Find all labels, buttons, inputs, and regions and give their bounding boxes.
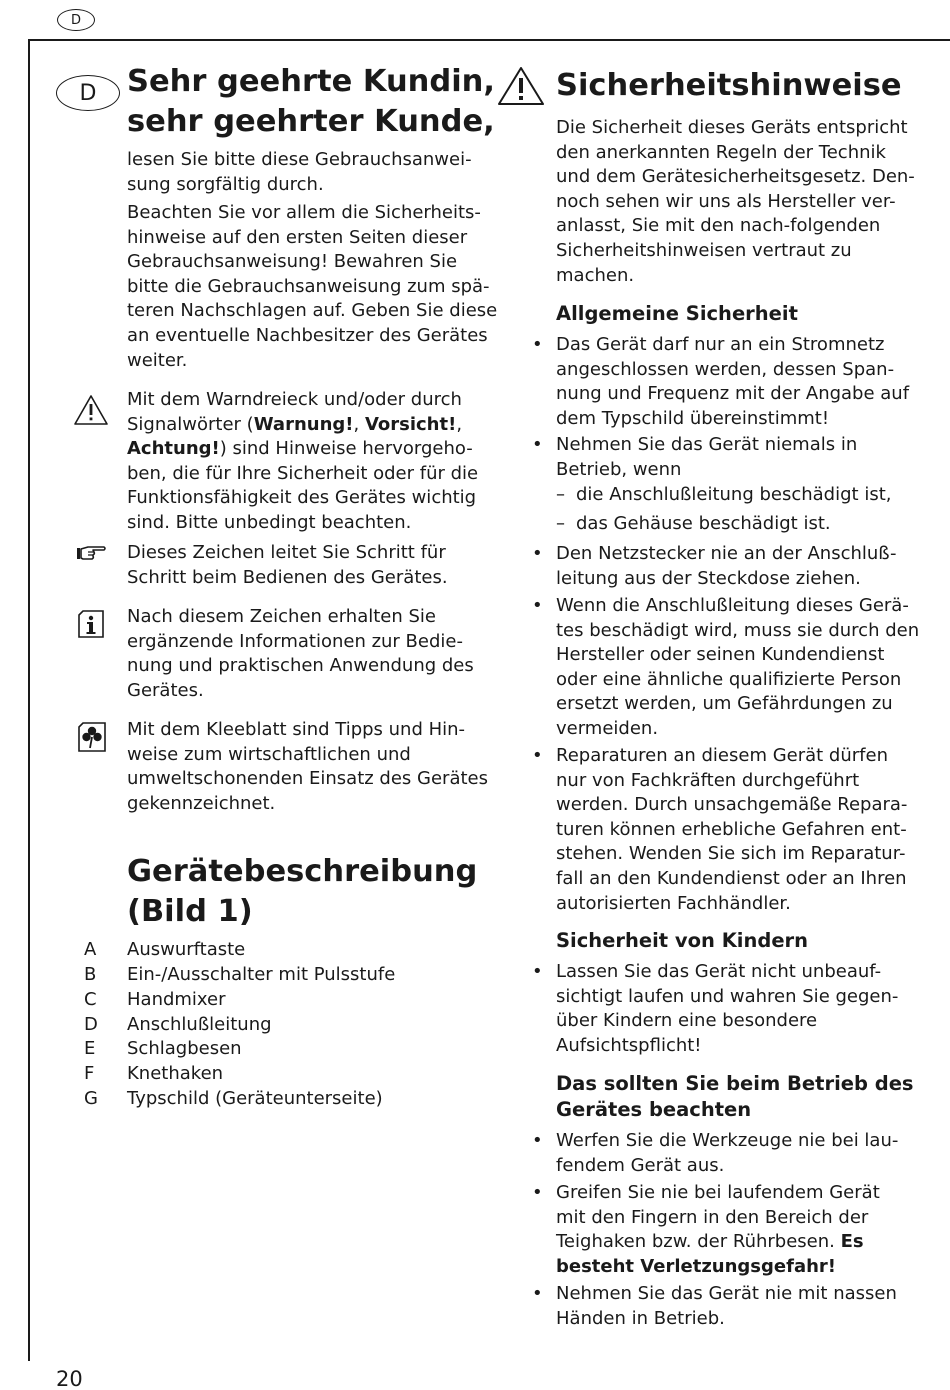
text-line: Dieses Zeichen leitet Sie Schritt für [127, 542, 446, 563]
text-line: noch sehen wir uns als Hersteller ver- [556, 190, 896, 212]
list-item-letter: G [84, 1088, 98, 1109]
text-line: turen können erhebliche Gefahren ent- [556, 818, 907, 840]
language-badge-section [56, 75, 120, 111]
text-line: Das Gerät darf nur an ein Stromnetz [556, 334, 885, 355]
signal-word-warnung: Warnung! [253, 413, 354, 435]
text-line: fendem Gerät aus. [556, 1154, 725, 1176]
list-item-letter: C [84, 989, 97, 1010]
frame-top-rule [29, 39, 950, 41]
sub-item [556, 483, 892, 508]
list-item-letter: F [84, 1063, 95, 1084]
text-line: nur von Fachkräften durchgeführt [556, 769, 860, 791]
text-line: Mit dem Kleeblatt sind Tipps und Hin- [127, 719, 466, 740]
text-line: Beachten Sie vor allem die Sicherheits- [127, 202, 481, 223]
bullet-marker: • [532, 595, 543, 616]
emphasis-text: Es [840, 1231, 864, 1253]
signal-word-achtung: Achtung! [127, 438, 220, 460]
list-item-text: Ein-/Ausschalter mit Pulsstufe [127, 964, 396, 985]
greeting-paragraph-1 [127, 148, 472, 197]
text-line: Werfen Sie die Werkzeuge nie bei lau- [556, 1130, 899, 1151]
pointing-hand-icon [74, 543, 106, 563]
warning-triangle-icon [73, 394, 109, 426]
page-number: 20 [56, 1367, 83, 1390]
symbol-warning-text [127, 388, 478, 536]
bullet-item [532, 744, 908, 916]
text-line: an eventuelle Nachbesitzer des Gerätes [127, 324, 488, 346]
heading-line: Gerätes beachten [556, 1098, 752, 1121]
text-line [556, 1230, 880, 1255]
text-line: Nach diesem Zeichen erhalten Sie [127, 606, 437, 627]
symbol-clover-text [127, 718, 488, 816]
symbol-info-text [127, 605, 474, 703]
text-line: Schritt beim Bedienen des Gerätes. [127, 566, 448, 588]
bullet-marker: • [532, 434, 543, 455]
list-item-text: Anschlußleitung [127, 1014, 272, 1035]
list-item-letter: B [84, 964, 97, 985]
greeting-title-line: Sehr geehrte Kundin, [127, 64, 495, 99]
dash-marker: – [556, 513, 565, 534]
text-line: vermeiden. [556, 717, 659, 739]
text-line: Aufsichtspflicht! [556, 1034, 702, 1056]
text-line: den anerkannten Regeln der Technik [556, 141, 886, 163]
list-item-text: Handmixer [127, 989, 226, 1010]
text-line: Gebrauchsanweisung! Bewahren Sie [127, 251, 458, 273]
list-item-text: Schlagbesen [127, 1038, 242, 1059]
text-line: Betrieb, wenn [556, 458, 682, 480]
children-safety-heading: Sicherheit von Kindern [556, 929, 809, 952]
text-line: und dem Gerätesicherheitsgesetz. Den- [556, 166, 915, 188]
text-line: Funktionsfähigkeit des Gerätes wichtig [127, 487, 477, 509]
bullet-item [532, 1181, 880, 1279]
general-safety-heading: Allgemeine Sicherheit [556, 302, 798, 325]
bullet-item [532, 333, 910, 431]
text-line: Mit dem Warndreieck und/oder durch [127, 389, 462, 410]
text-line: weiter. [127, 349, 188, 371]
text-line: sung sorgfältig durch. [127, 173, 324, 195]
text-line: Gerätes. [127, 679, 204, 701]
bullet-marker: • [532, 1182, 543, 1203]
list-item-text: Typschild (Geräteunterseite) [127, 1088, 383, 1109]
list-item-letter: A [84, 939, 97, 960]
bullet-marker: • [532, 745, 543, 766]
sub-item [556, 512, 831, 537]
bullet-marker: • [532, 1283, 543, 1304]
text-line: Greifen Sie nie bei laufendem Gerät [556, 1182, 880, 1203]
text-line: Händen in Betrieb. [556, 1307, 725, 1329]
symbol-hand-text [127, 541, 448, 590]
clover-icon [77, 721, 107, 753]
text-line: Sicherheitshinweisen vertraut zu [556, 239, 852, 261]
safety-title: Sicherheitshinweise [556, 68, 902, 103]
text-line: sichtigt laufen und wahren Sie gegen- [556, 985, 899, 1007]
text-fragment: Signalwörter ( [127, 413, 254, 435]
text-fragment: , [456, 413, 463, 435]
text-line: Lassen Sie das Gerät nicht unbeauf- [556, 961, 882, 982]
bullet-item [532, 1282, 897, 1331]
text-line: lesen Sie bitte diese Gebrauchsanwei- [127, 149, 472, 170]
text-line: autorisierten Fachhändler. [556, 892, 791, 914]
text-line [556, 1255, 880, 1280]
text-line: die Anschlußleitung beschädigt ist, [576, 484, 892, 505]
text-line: Den Netzstecker nie an der Anschluß- [556, 543, 897, 564]
text-line [127, 413, 478, 438]
bullet-item [532, 960, 899, 1058]
text-line: werden. Durch unsachgemäße Repara- [556, 794, 908, 816]
text-line: stehen. Wenden Sie sich im Reparatur- [556, 843, 906, 865]
info-icon [77, 609, 105, 639]
bullet-marker: • [532, 1130, 543, 1151]
greeting-title [127, 62, 495, 142]
bullet-item [532, 433, 858, 482]
text-line: dem Typschild übereinstimmt! [556, 407, 830, 429]
text-line: umweltschonenden Einsatz des Gerätes [127, 768, 488, 790]
text-fragment: Teighaken bzw. der Rührbesen. [556, 1231, 841, 1253]
language-badge-text: D [79, 80, 97, 106]
text-line: mit den Fingern in den Bereich der [556, 1206, 869, 1228]
language-badge-header [57, 9, 95, 31]
bullet-marker: • [532, 543, 543, 564]
text-line: nung und Frequenz mit der Angabe auf [556, 383, 910, 405]
text-line [127, 437, 478, 462]
description-title [127, 852, 477, 932]
text-line: gekennzeichnet. [127, 792, 276, 814]
text-line: leitung aus der Steckdose ziehen. [556, 567, 861, 589]
text-line: ersetzt werden, um Gefährdungen zu [556, 693, 893, 715]
heading-line: Das sollten Sie beim Betrieb des [556, 1072, 914, 1095]
emphasis-text: besteht Verletzungsgefahr! [556, 1255, 836, 1277]
text-line: angeschlossen werden, dessen Span- [556, 358, 895, 380]
list-item-text: Auswurftaste [127, 939, 246, 960]
text-line: hinweise auf den ersten Seiten dieser [127, 226, 468, 248]
text-fragment: ) sind Hinweise hervorgeho- [219, 438, 473, 460]
text-line: weise zum wirtschaftlichen und [127, 743, 411, 765]
text-line: das Gehäuse beschädigt ist. [576, 513, 831, 534]
description-title-line: (Bild 1) [127, 894, 253, 929]
operation-heading [556, 1071, 914, 1123]
text-line: Nehmen Sie das Gerät nie mit nassen [556, 1283, 897, 1304]
bullet-item [532, 542, 897, 591]
list-item-letter: D [84, 1014, 98, 1035]
text-line: über Kindern eine besondere [556, 1010, 818, 1032]
bullet-marker: • [532, 334, 543, 355]
text-line: Wenn die Anschlußleitung dieses Gerä- [556, 595, 909, 616]
bullet-item [532, 594, 920, 742]
text-line: sind. Bitte unbedingt beachten. [127, 511, 412, 533]
signal-word-vorsicht: Vorsicht! [364, 413, 457, 435]
safety-intro [556, 116, 915, 288]
greeting-paragraph-2 [127, 201, 497, 373]
text-line: Hersteller oder seinen Kundendienst [556, 644, 885, 666]
text-line: Die Sicherheit dieses Geräts entspricht [556, 117, 908, 138]
greeting-title-line: sehr geehrter Kunde, [127, 104, 495, 139]
language-badge-text: D [70, 12, 81, 28]
text-line: nung und praktischen Anwendung des [127, 655, 474, 677]
text-line: Reparaturen an diesem Gerät dürfen [556, 745, 888, 766]
text-fragment: , [353, 413, 365, 435]
warning-triangle-icon [496, 65, 546, 107]
description-title-line: Gerätebeschreibung [127, 854, 478, 889]
text-line: teren Nachschlagen auf. Geben Sie diese [127, 300, 498, 322]
bullet-item [532, 1129, 899, 1178]
list-item-letter: E [84, 1038, 96, 1059]
text-line: ben, die für Ihre Sicherheit oder für die [127, 462, 479, 484]
text-line: fall an den Kundendienst oder an Ihren [556, 867, 907, 889]
text-line: anlasst, Sie mit den nach-folgenden [556, 215, 881, 237]
text-line: bitte die Gebrauchsanweisung zum spä- [127, 275, 490, 297]
dash-marker: – [556, 484, 565, 505]
text-line: ergänzende Informationen zur Bedie- [127, 630, 463, 652]
frame-left-rule [28, 39, 30, 1361]
bullet-marker: • [532, 961, 543, 982]
text-line: machen. [556, 264, 635, 286]
text-line: tes beschädigt wird, muss sie durch den [556, 619, 920, 641]
text-line: oder eine ähnliche qualifizierte Person [556, 668, 902, 690]
text-line: Nehmen Sie das Gerät niemals in [556, 434, 858, 455]
list-item-text: Knethaken [127, 1063, 224, 1084]
